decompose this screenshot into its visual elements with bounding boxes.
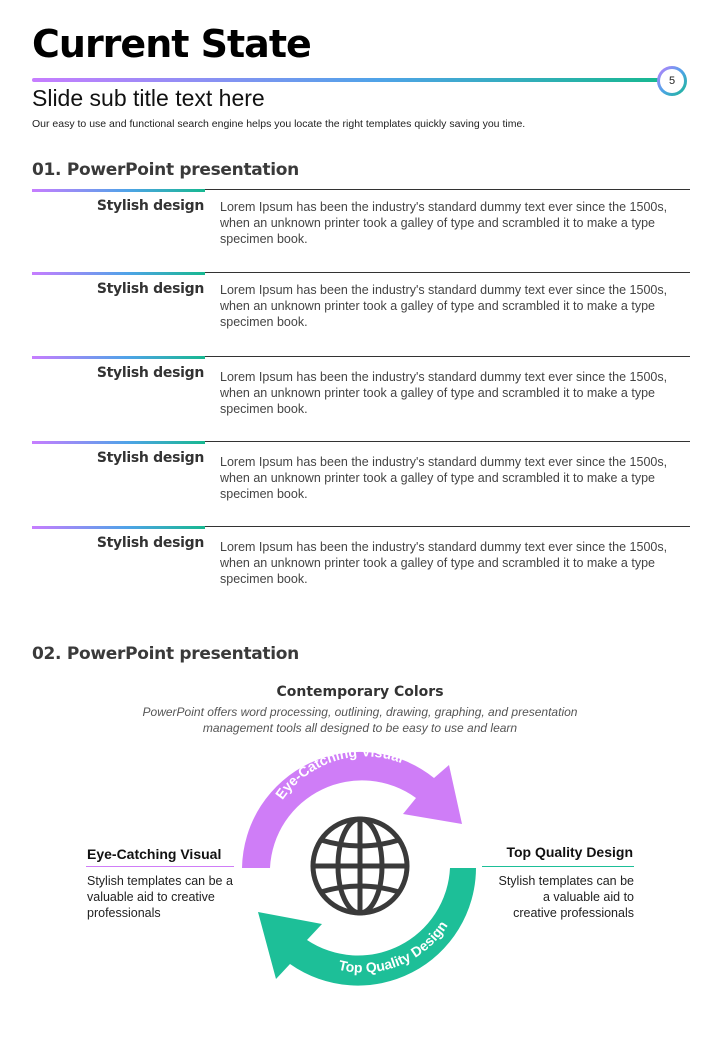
- row-label: Stylish design: [96, 281, 204, 297]
- slide-subtitle: Slide sub title text here: [32, 85, 265, 111]
- top-arrow-label: Eye-Catching Visual: [271, 743, 407, 803]
- row-text: Lorem Ipsum has been the industry's standard dummy text ever since the 1500s, when an unknown printer took a galley of type and scrambled it to make a type specimen book.: [220, 283, 668, 329]
- section-2-heading: 02. PowerPoint presentation: [32, 644, 299, 664]
- slide-description: Our easy to use and functional search engine helps you locate the right templates quickly saving you time.: [32, 118, 526, 130]
- page-title: Current State: [32, 22, 311, 66]
- section-1-heading: 01. PowerPoint presentation: [32, 160, 299, 180]
- right-callout-heading: Top Quality Design: [506, 844, 633, 860]
- row-text: Lorem Ipsum has been the industry's standard dummy text ever since the 1500s, when an unknown printer took a galley of type and scrambled it to make a type specimen book.: [220, 200, 668, 246]
- row-label: Stylish design: [96, 365, 204, 381]
- page-number-badge: 5: [657, 66, 687, 96]
- row-text: Lorem Ipsum has been the industry's standard dummy text ever since the 1500s, when an unknown printer took a galley of type and scrambled it to make a type specimen book.: [220, 540, 668, 586]
- left-callout-heading: Eye-Catching Visual: [87, 846, 222, 862]
- diagram-description: PowerPoint offers word processing, outlining, drawing, graphing, and presentation management tools all designed to be easy to use and learn: [142, 705, 578, 735]
- top-cycle-arrow: [242, 752, 462, 868]
- left-callout-text: Stylish templates can be a valuable aid to creative professionals: [87, 874, 233, 920]
- globe-icon: [313, 819, 407, 913]
- row-label: Stylish design: [96, 535, 204, 551]
- left-callout-rule: [86, 866, 234, 867]
- right-callout-rule: [482, 866, 634, 867]
- row-label: Stylish design: [96, 450, 204, 466]
- row-label: Stylish design: [96, 198, 204, 214]
- bottom-arrow-label: Top Quality Design: [337, 917, 451, 976]
- right-callout-text: Stylish templates can be a valuable aid to creative professionals: [498, 874, 634, 920]
- diagram-title: Contemporary Colors: [276, 684, 444, 700]
- row-text: Lorem Ipsum has been the industry's standard dummy text ever since the 1500s, when an unknown printer took a galley of type and scrambled it to make a type specimen book.: [220, 455, 668, 501]
- row-text: Lorem Ipsum has been the industry's standard dummy text ever since the 1500s, when an unknown printer took a galley of type and scrambled it to make a type specimen book.: [220, 370, 668, 416]
